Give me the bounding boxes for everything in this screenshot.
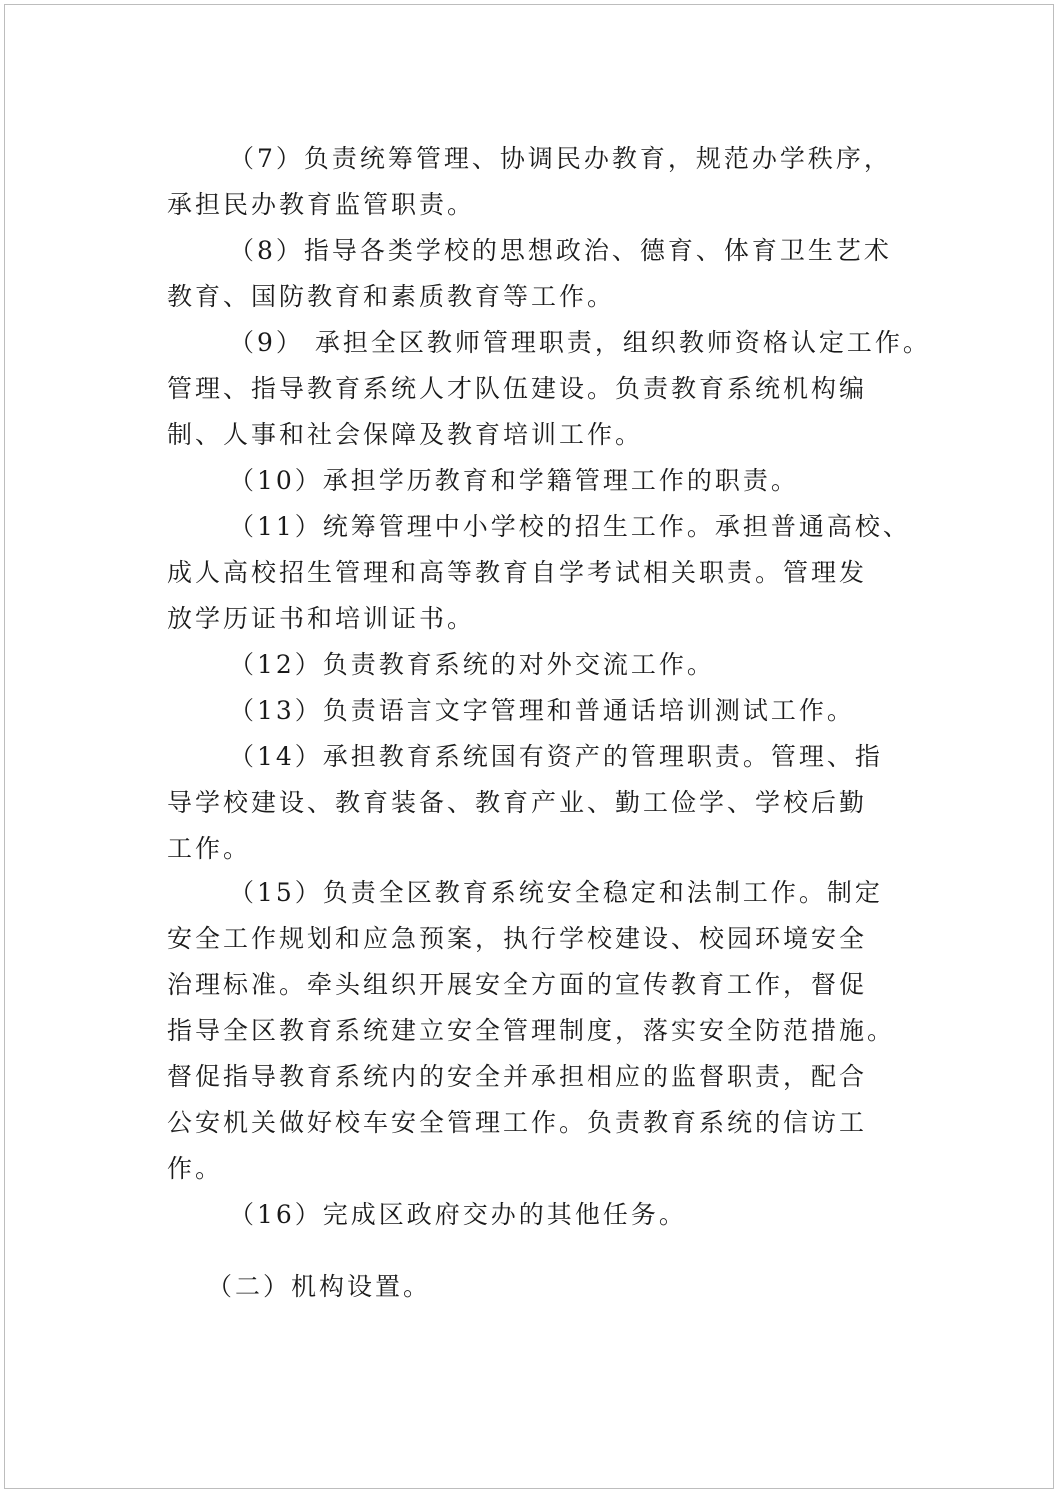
text-line: 制、人事和社会保障及教育培训工作。 — [167, 420, 644, 449]
text-line: 承担民办教育监管职责。 — [167, 190, 476, 219]
text-line: （7）负责统筹管理、协调民办教育，规范办学秩序， — [229, 144, 892, 173]
text-line: 安全工作规划和应急预案，执行学校建设、校园环境安全 — [167, 924, 868, 953]
text-line: （12）负责教育系统的对外交流工作。 — [229, 650, 715, 679]
text-line: （14）承担教育系统国有资产的管理职责。管理、指 — [229, 742, 883, 771]
section-heading: （二）机构设置。 — [207, 1272, 432, 1301]
text-line: （15）负责全区教育系统安全稳定和法制工作。制定 — [229, 878, 883, 907]
text-line: 公安机关做好校车安全管理工作。负责教育系统的信访工 — [167, 1108, 868, 1137]
text-line: 指导全区教育系统建立安全管理制度，落实安全防范措施。 — [167, 1016, 896, 1045]
text-line: 导学校建设、教育装备、教育产业、勤工俭学、学校后勤 — [167, 788, 868, 817]
text-line: 督促指导教育系统内的安全并承担相应的监督职责，配合 — [167, 1062, 868, 1091]
text-line: （11）统筹管理中小学校的招生工作。承担普通高校、 — [229, 512, 911, 541]
text-line: （13）负责语言文字管理和普通话培训测试工作。 — [229, 696, 855, 725]
text-line: （8）指导各类学校的思想政治、德育、体育卫生艺术 — [229, 236, 892, 265]
text-line: 工作。 — [167, 834, 252, 863]
text-line: 管理、指导教育系统人才队伍建设。负责教育系统机构编 — [167, 374, 868, 403]
text-line: 成人高校招生管理和高等教育自学考试相关职责。管理发 — [167, 558, 868, 587]
text-line: （10）承担学历教育和学籍管理工作的职责。 — [229, 466, 799, 495]
text-line: （9） 承担全区教师管理职责，组织教师资格认定工作。 — [229, 328, 931, 357]
text-line: （16）完成区政府交办的其他任务。 — [229, 1200, 687, 1229]
text-line: 治理标准。牵头组织开展安全方面的宣传教育工作，督促 — [167, 970, 868, 999]
text-line: 作。 — [167, 1154, 224, 1183]
text-line: 放学历证书和培训证书。 — [167, 604, 476, 633]
text-line: 教育、国防教育和素质教育等工作。 — [167, 282, 616, 311]
